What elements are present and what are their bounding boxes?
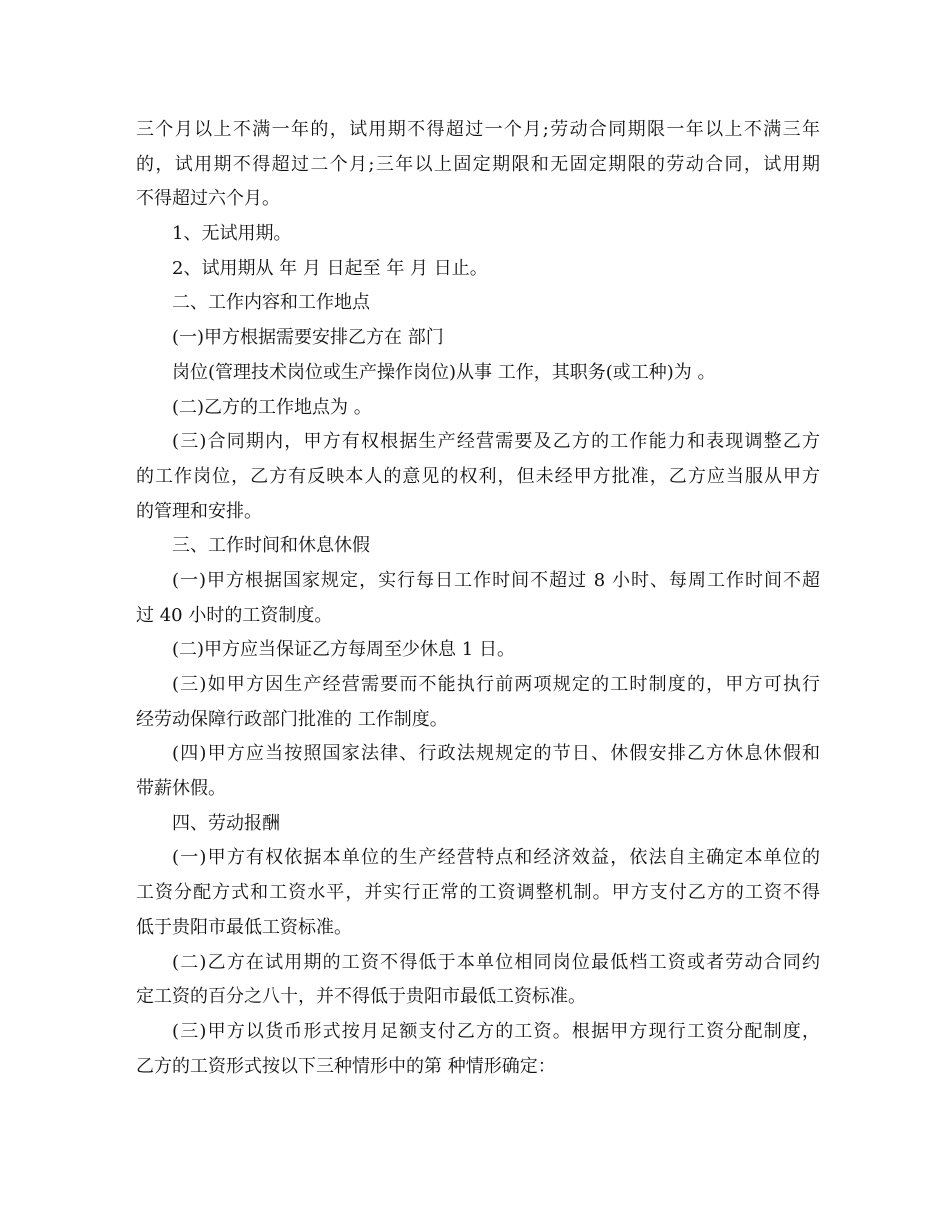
text-line: (四)甲方应当按照国家法律、行政法规规定的节日、休假安排乙方休息休假和	[172, 743, 820, 765]
text-line: (一)甲方根据需要安排乙方在 部门	[172, 327, 444, 349]
text-line: 定工资的百分之八十，并不得低于贵阳市最低工资标准。	[136, 986, 586, 1008]
section-heading: 四、劳动报酬	[172, 812, 280, 834]
text-line: (一)甲方有权依据本单位的生产经营特点和经济效益，依法自主确定本单位的	[172, 847, 820, 869]
text-line: (三)甲方以货币形式按月足额支付乙方的工资。根据甲方现行工资分配制度，	[172, 1020, 820, 1042]
text-line: 的工作岗位，乙方有反映本人的意见的权利，但未经甲方批准，乙方应当服从甲方	[136, 465, 820, 487]
text-line: 低于贵阳市最低工资标准。	[136, 916, 352, 938]
text-line: 岗位(管理技术岗位或生产操作岗位)从事 工作，其职务(或工种)为 。	[172, 361, 716, 383]
text-line: 带薪休假。	[136, 778, 226, 800]
text-line: 工资分配方式和工资水平，并实行正常的工资调整机制。甲方支付乙方的工资不得	[136, 882, 820, 904]
text-line: (二)甲方应当保证乙方每周至少休息 1 日。	[172, 639, 515, 661]
text-line: 过 40 小时的工资制度。	[136, 604, 333, 626]
list-item: 1、无试用期。	[172, 223, 292, 245]
text-line: 乙方的工资形式按以下三种情形中的第 种情形确定：	[136, 1055, 556, 1077]
section-heading: 三、工作时间和休息休假	[172, 535, 370, 557]
text-line: (三)如甲方因生产经营需要而不能执行前两项规定的工时制度的，甲方可执行	[172, 674, 820, 695]
text-line: 经劳动保障行政部门批准的 工作制度。	[136, 708, 448, 730]
text-line: (二)乙方在试用期的工资不得低于本单位相同岗位最低档工资或者劳动合同约	[172, 951, 820, 973]
text-line: 的，试用期不得超过二个月;三年以上固定期限和无固定期限的劳动合同，试用期	[136, 153, 820, 175]
text-line: (一)甲方根据国家规定，实行每日工作时间不超过 8 小时、每周工作时间不超	[172, 569, 820, 591]
list-item: 2、试用期从 年 月 日起至 年 月 日止。	[172, 257, 488, 279]
text-line: 三个月以上不满一年的，试用期不得超过一个月;劳动合同期限一年以上不满三年	[136, 119, 820, 140]
text-line: 不得超过六个月。	[136, 188, 280, 210]
section-heading: 二、工作内容和工作地点	[172, 292, 370, 314]
text-line: (二)乙方的工作地点为 。	[172, 396, 372, 418]
text-line: (三)合同期内，甲方有权根据生产经营需要及乙方的工作能力和表现调整乙方	[172, 431, 820, 453]
text-line: 的管理和安排。	[136, 500, 262, 522]
document-body	[136, 113, 820, 1084]
